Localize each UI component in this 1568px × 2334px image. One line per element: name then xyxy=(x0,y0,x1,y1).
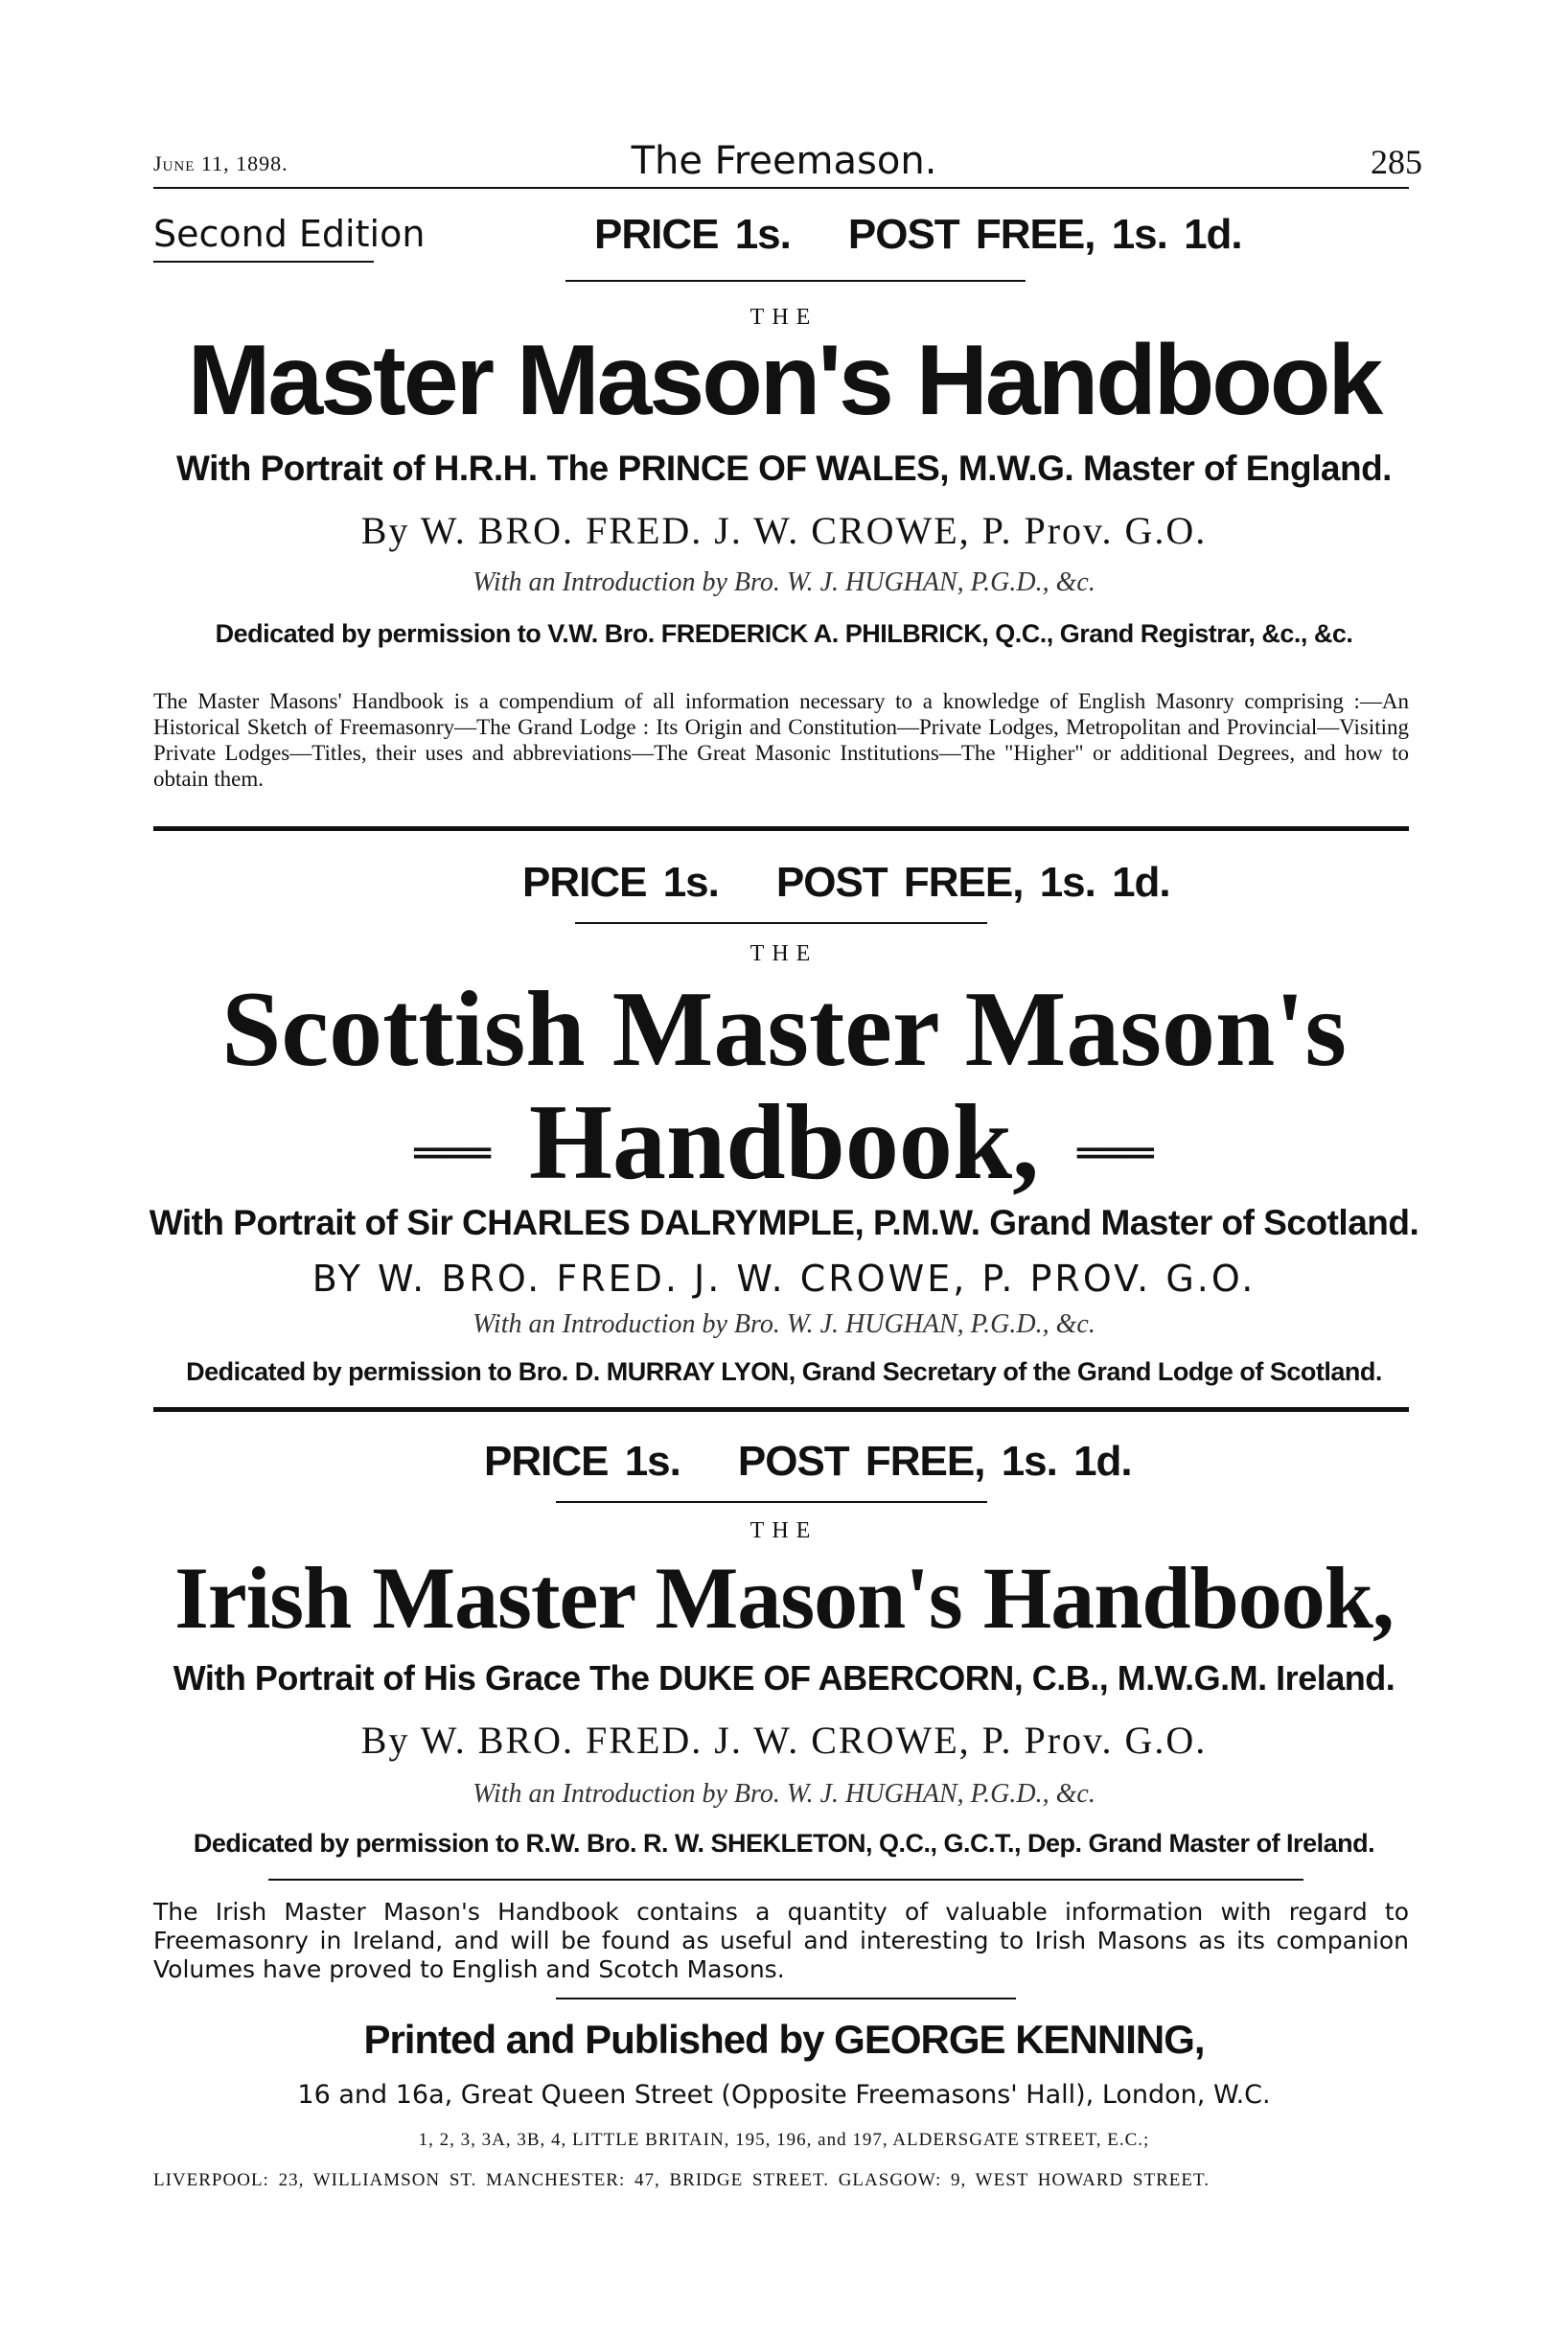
section2-portrait: With Portrait of Sir CHARLES DALRYMPLE, P.M.W. Grand Master of Scotland. xyxy=(149,1203,1419,1242)
section1-the: THE xyxy=(749,305,819,330)
section1-portrait: With Portrait of H.R.H. The PRINCE OF WALES, M.W.G. Master of England. xyxy=(176,449,1392,488)
publisher-line4: LIVERPOOL: 23, WILLIAMSON ST. MANCHESTER: 47, BRIDGE STREET. GLASGOW: 9, WEST HOWARD STREET. xyxy=(153,2170,1210,2190)
left-ornament-icon: ═══ xyxy=(414,1128,491,1178)
section2-the: THE xyxy=(749,941,819,966)
section2-title-line2-wrap xyxy=(0,1081,1568,1205)
section1-byline: By W. BRO. FRED. J. W. CROWE, P. Prov. G.O. xyxy=(360,509,1208,552)
publisher-line2: 16 and 16a, Great Queen Street (Opposite Freemasons' Hall), London, W.C. xyxy=(297,2080,1271,2110)
section1-post-free: POST FREE, 1s. 1d. xyxy=(847,211,1242,258)
section3-price: PRICE 1s. xyxy=(484,1438,680,1485)
section1-dedicated: Dedicated by permission to V.W. Bro. FREDERICK A. PHILBRICK, Q.C., Grand Registrar, &c., &c. xyxy=(215,619,1353,648)
section1-description: The Master Masons' Handbook is a compendium of all information necessary to a knowledge of English Masonry comprising :—An Historical Sketch of Freemasonry—The Grand Lodge : Its Origin and Constitution—Private Lodges, Metropolitan and Provincial—Visiting Private Lodges—Titles, their uses and abbreviations—The Great Masonic Institutions—The "Higher" or additional Degrees, and how to obtain them. xyxy=(153,689,1409,791)
section1-title: Master Mason's Handbook xyxy=(187,325,1381,436)
section2-price-line xyxy=(522,859,1170,907)
section2-divider xyxy=(153,1407,1409,1412)
section3-price-line xyxy=(484,1438,1132,1486)
section1-price-line xyxy=(594,211,1242,259)
section1-price: PRICE 1s. xyxy=(594,211,791,258)
section3-dedicated-rule xyxy=(268,1879,1303,1881)
publisher-line1: Printed and Published by GEORGE KENNING, xyxy=(363,2017,1205,2062)
section3-description-rule xyxy=(556,1998,1016,1999)
edition-underline xyxy=(153,261,374,263)
running-date: June 11, 1898. xyxy=(153,151,288,175)
publisher-line3: 1, 2, 3, 3A, 3B, 4, LITTLE BRITAIN, 195, 196, and 197, ALDERSGATE STREET, E.C.; xyxy=(418,2130,1150,2150)
section1-divider xyxy=(153,826,1409,831)
section1-intro: With an Introduction by Bro. W. J. HUGHAN, P.G.D., &c. xyxy=(473,567,1095,597)
running-title: The Freemason. xyxy=(631,139,937,183)
edition-label: Second Edition xyxy=(153,213,426,255)
section2-price-rule xyxy=(575,922,987,924)
right-ornament-icon: ═══ xyxy=(1077,1128,1154,1178)
section3-dedicated: Dedicated by permission to R.W. Bro. R. W. SHEKLETON, Q.C., G.C.T., Dep. Grand Master of Ireland. xyxy=(193,1829,1375,1858)
section3-byline: By W. BRO. FRED. J. W. CROWE, P. Prov. G.O. xyxy=(360,1719,1208,1762)
section2-byline: BY W. BRO. FRED. J. W. CROWE, P. PROV. G.O. xyxy=(311,1258,1257,1300)
section2-title-line1: Scottish Master Mason's xyxy=(221,970,1347,1089)
section2-title-line2: Handbook, xyxy=(528,1083,1040,1202)
section3-post-free: POST FREE, 1s. 1d. xyxy=(737,1438,1132,1485)
section3-intro: With an Introduction by Bro. W. J. HUGHAN, P.G.D., &c. xyxy=(473,1779,1095,1809)
section3-title: Irish Master Mason's Handbook, xyxy=(174,1549,1394,1647)
header-rule xyxy=(153,187,1409,189)
section2-dedicated: Dedicated by permission to Bro. D. MURRAY LYON, Grand Secretary of the Grand Lodge of Scotland. xyxy=(186,1357,1382,1386)
section3-price-rule xyxy=(556,1501,987,1503)
section1-price-rule xyxy=(565,280,1026,282)
page-number: 285 xyxy=(1371,143,1422,181)
section2-price: PRICE 1s. xyxy=(522,859,719,906)
section2-post-free: POST FREE, 1s. 1d. xyxy=(775,859,1170,906)
section3-description: The Irish Master Mason's Handbook contains a quantity of valuable information with regard to Freemasonry in Ireland, and will be found as useful and interesting to Irish Masons as its companion Volumes have proved to English and Scotch Masons. xyxy=(153,1898,1409,1983)
section3-portrait: With Portrait of His Grace The DUKE OF ABERCORN, C.B., M.W.G.M. Ireland. xyxy=(173,1658,1395,1698)
section3-the: THE xyxy=(749,1518,819,1543)
section2-intro: With an Introduction by Bro. W. J. HUGHAN, P.G.D., &c. xyxy=(473,1309,1095,1339)
